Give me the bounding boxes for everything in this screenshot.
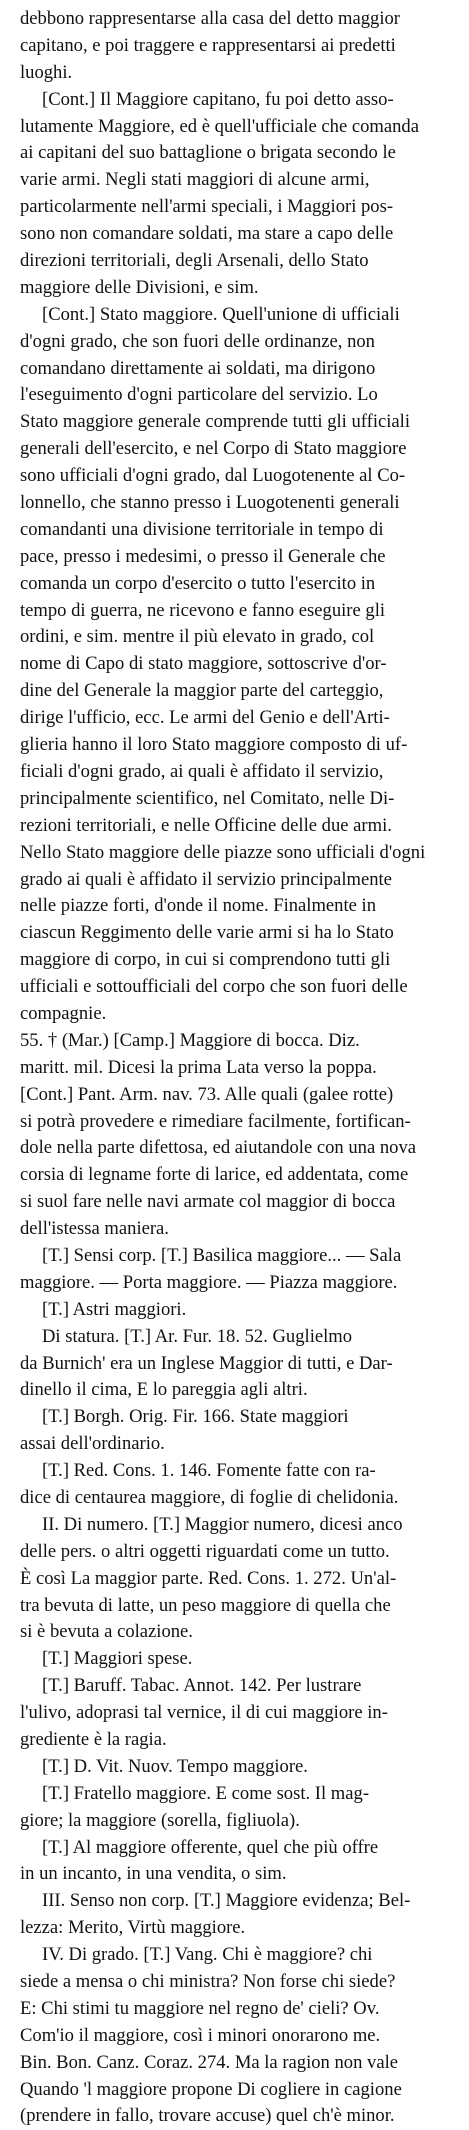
text-line: direzioni territoriali, degli Arsenali, dello Stato	[20, 250, 369, 272]
text-line: maritt. mil. Dicesi la prima Lata verso la poppa.	[20, 1056, 377, 1078]
text-line: grado ai quali è affidato il servizio principalmente	[20, 868, 392, 890]
text-line: [T.] Baruff. Tabac. Annot. 142. Per lustrare	[42, 1675, 362, 1697]
text-line: comandanti una divisione territoriale in tempo di	[20, 518, 384, 540]
text-line: maggiore. — Porta maggiore. — Piazza maggiore.	[20, 1271, 398, 1293]
text-line: siede a mensa o chi ministra? Non forse chi siede?	[20, 1971, 396, 1993]
text-line: [T.] Fratello maggiore. E come sost. Il mag-	[42, 1782, 370, 1804]
text-line: È così La maggior parte. Red. Cons. 1. 272. Un'al-	[20, 1567, 397, 1589]
text-line: [T.] Sensi corp. [T.] Basilica maggiore... — Sala	[42, 1244, 402, 1266]
text-line: comanda un corpo d'esercito o tutto l'esercito in	[20, 572, 376, 594]
text-line: si potrà provedere e rimediare facilmente, fortifican-	[20, 1110, 411, 1132]
text-line: 55. † (Mar.) [Camp.] Maggiore di bocca. Diz.	[20, 1029, 360, 1051]
text-line: l'ulivo, adoprasi tal vernice, il di cui maggiore in-	[20, 1702, 388, 1724]
text-line: Com'io il maggiore, così i minori onorarono me.	[20, 2024, 381, 2046]
text-line: si è bevuta a colazione.	[20, 1621, 193, 1643]
text-line: Stato maggiore generale comprende tutti gli ufficiali	[20, 411, 410, 433]
text-line: debbono rappresentarse alla casa del detto maggior	[20, 8, 400, 29]
text-line: assai dell'ordinario.	[20, 1433, 165, 1455]
text-line: grediente è la ragia.	[20, 1729, 167, 1750]
text-line: giore; la maggiore (sorella, figliuola).	[20, 1809, 300, 1831]
text-line: IV. Di grado. [T.] Vang. Chi è maggiore? chi	[42, 1944, 373, 1966]
text-line: varie armi. Negli stati maggiori di alcune armi,	[20, 169, 370, 191]
text-line: lutamente Maggiore, ed è quell'ufficiale che comanda	[20, 115, 419, 137]
text-line: dinello il cima, E lo pareggia agli altri.	[20, 1379, 308, 1401]
text-line: in un incanto, in una vendita, o sim.	[20, 1863, 287, 1885]
text-line: pace, presso i medesimi, o presso il Generale che	[20, 545, 386, 567]
text-line: lezza: Merito, Virtù maggiore.	[20, 1917, 246, 1939]
text-line: dirige l'ufficio, ecc. Le armi del Genio e dell'Arti-	[20, 707, 390, 729]
text-line: [T.] Maggiori spese.	[42, 1648, 193, 1670]
text-line: [Cont.] Pant. Arm. nav. 73. Alle quali (galee rotte)	[20, 1083, 394, 1105]
text-line: principalmente scientifico, nel Comitato, nelle Di-	[20, 787, 395, 809]
text-line: luoghi.	[20, 61, 73, 83]
text-line: corsia di legname forte di larice, ed addentata, come	[20, 1164, 409, 1186]
text-line: maggiore di corpo, in cui si comprendono tutti gli	[20, 949, 391, 971]
text-line: Di statura. [T.] Ar. Fur. 18. 52. Guglielmo	[42, 1325, 353, 1347]
text-line: dine del Generale la maggior parte del carteggio,	[20, 680, 384, 702]
text-line: Quando 'l maggiore propone Di cogliere in cagione	[20, 2078, 402, 2100]
text-line: generali dell'esercito, e nel Corpo di Stato maggiore	[20, 438, 407, 460]
text-line: III. Senso non corp. [T.] Maggiore evidenza; Bel-	[42, 1890, 411, 1912]
text-line: [T.] D. Vit. Nuov. Tempo maggiore.	[42, 1755, 308, 1777]
text-line: compagnie.	[20, 1002, 107, 1024]
text-line: (prendere in fallo, trovare accuse) quel ch'è minor.	[20, 2105, 395, 2127]
text-line: nome di Capo di stato maggiore, sottoscrive d'or-	[20, 653, 387, 675]
text-line: ai capitani del suo battaglione o brigata secondo le	[20, 142, 396, 164]
text-line: d'ogni grado, che son fuori delle ordinanze, non	[20, 330, 375, 352]
text-line: II. Di numero. [T.] Maggior numero, dicesi anco	[42, 1513, 403, 1535]
text-line: lonnello, che stanno presso i Luogotenenti generali	[20, 492, 400, 514]
text-line: [T.] Al maggiore offerente, quel che più offre	[42, 1836, 379, 1858]
text-line: l'eseguimento d'ogni particolare del servizio. Lo	[20, 384, 378, 406]
text-line: dice di centaurea maggiore, di foglie di chelidonia.	[20, 1486, 399, 1508]
text-line: tempo di guerra, ne ricevono e fanno eseguire gli	[20, 599, 386, 621]
text-line: Bin. Bon. Canz. Coraz. 274. Ma la ragion non vale	[20, 2051, 398, 2073]
text-line: tra bevuta di latte, un peso maggiore di quella che	[20, 1594, 391, 1616]
text-line: maggiore delle Divisioni, e sim.	[20, 276, 259, 298]
text-line: dell'istessa maniera.	[20, 1218, 169, 1240]
text-line: delle pers. o altri oggetti riguardati come un tutto.	[20, 1540, 390, 1562]
text-line: [T.] Red. Cons. 1. 146. Fomente fatte con ra-	[42, 1460, 376, 1482]
text-line: da Burnich' era un Inglese Maggior di tutti, e Dar-	[20, 1352, 393, 1374]
text-line: ciascun Reggimento delle varie armi si ha lo Stato	[20, 922, 394, 944]
text-line: particolarmente nell'armi speciali, i Maggiori pos-	[20, 196, 394, 218]
text-line: ufficiali e sottoufficiali del corpo che son fuori delle	[20, 976, 408, 998]
text-line: capitano, e poi traggere e rappresentarsi ai predetti	[20, 34, 396, 56]
text-line: sono ufficiali d'ogni grado, dal Luogotenente al Co-	[20, 465, 406, 487]
text-line: nelle piazze forti, d'onde il nome. Finalmente in	[20, 895, 377, 917]
text-line: [T.] Borgh. Orig. Fir. 166. State maggiori	[42, 1406, 349, 1428]
text-line: si suol fare nelle navi armate col maggior di bocca	[20, 1191, 396, 1213]
text-line: rezioni territoriali, e nelle Officine delle due armi.	[20, 814, 392, 836]
text-line: sono non comandare soldati, ma stare a capo delle	[20, 223, 394, 245]
text-line: Nello Stato maggiore delle piazze sono ufficiali d'ogni	[20, 841, 426, 863]
text-line: dole nella parte difettosa, ed aiutandole con una nova	[20, 1137, 416, 1159]
text-line: E: Chi stimi tu maggiore nel regno de' cieli? Ov.	[20, 1997, 380, 2019]
text-line: ordini, e sim. mentre il più elevato in grado, col	[20, 626, 375, 648]
text-line: [T.] Astri maggiori.	[42, 1298, 187, 1320]
text-line: comandano direttamente ai soldati, ma dirigono	[20, 357, 376, 379]
text-line: [Cont.] Il Maggiore capitano, fu poi detto asso-	[42, 88, 394, 110]
text-line: ficiali d'ogni grado, ai quali è affidato il servizio,	[20, 760, 384, 782]
text-line: [Cont.] Stato maggiore. Quell'unione di ufficiali	[42, 303, 400, 325]
text-line: glieria hanno il loro Stato maggiore composto di uf-	[20, 734, 408, 756]
